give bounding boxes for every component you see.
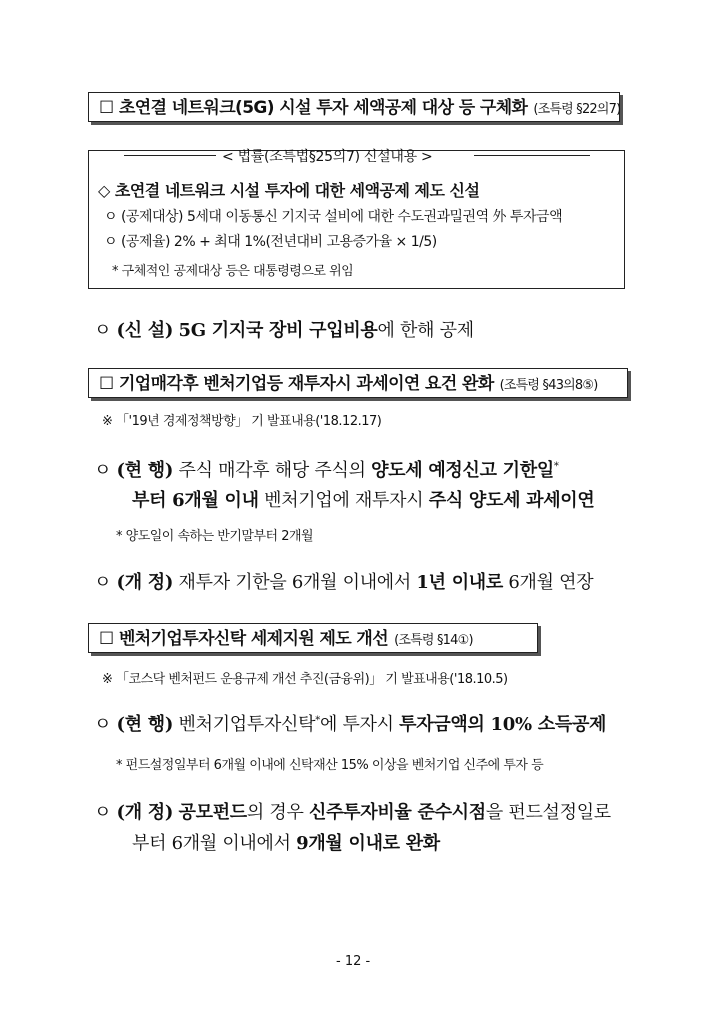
bullet-bold-text: 9개월 이내로 완화 [296, 833, 440, 854]
bullet-label: (신 설) [116, 320, 174, 341]
page-number: - 12 - [336, 954, 371, 969]
section2-footnote: * 양도일이 속하는 반기말부터 2개월 [116, 529, 314, 544]
bullet-bold-text: 주식 양도세 과세이연 [428, 490, 595, 511]
bullet-marker: ㅇ [94, 572, 112, 593]
section2-heading: ☐ 기업매각후 벤처기업등 재투자시 과세이연 요건 완화 [99, 374, 494, 394]
law-box-item-target: ㅇ (공제대상) 5세대 이동통신 기지국 설비에 대한 수도권과밀권역 外 투자금액 [104, 209, 563, 225]
footnote-mark: * [553, 461, 559, 472]
section3-footnote: * 펀드설정일부터 6개월 이내에 신탁재산 15% 이상을 벤처기업 신주에 투자 등 [116, 758, 544, 773]
bullet-label: (개 정) [116, 802, 174, 823]
bullet-bold-text: 5G 기지국 장비 구입비용 [178, 320, 378, 341]
bullet-bold-text: 부터 6개월 이내 [132, 490, 259, 511]
bullet-marker: ㅇ [94, 802, 112, 823]
law-box-title: < 법률(조특법§25의7) 신설내용 > [222, 149, 433, 165]
section2-bullet-revised [94, 568, 593, 594]
bullet-text: 재투자 기한을 6개월 이내에서 [178, 572, 411, 593]
section2-ref: (조특령 §43의8⑤) [499, 378, 598, 393]
section3-bullet-revised-line1 [94, 798, 611, 824]
section1-heading-box [88, 92, 620, 122]
law-box-diamond-item: ◇ 초연결 네트워크 시설 투자에 대한 세액공제 제도 신설 [98, 181, 480, 200]
bullet-label: (현 행) [116, 714, 174, 735]
bullet-marker: ㅇ [94, 714, 112, 735]
section2-ref-note: ※ 「'19년 경제정책방향」 기 발표내용('18.12.17) [102, 414, 382, 429]
section3-bullet-revised-line2 [132, 829, 440, 855]
law-title-rule-right [474, 155, 590, 156]
bullet-bold-text: 투자금액의 10% 소득공제 [399, 714, 607, 735]
bullet-label: (현 행) [116, 460, 174, 481]
section2-bullet-current-line1 [94, 456, 559, 482]
bullet-bold-text: 1년 이내로 [416, 572, 503, 593]
section3-ref-note: ※ 「코스닥 벤처펀드 운용규제 개선 추진(금융위)」 기 발표내용('18.10.5) [102, 672, 508, 687]
bullet-text: 의 경우 [246, 802, 304, 823]
section2-heading-box [88, 368, 628, 398]
section1-bullet-new [94, 316, 474, 342]
law-box-item-rate: ㅇ (공제율) 2% + 최대 1%(전년대비 고용증가율 × 1/5) [104, 234, 437, 250]
bullet-marker: ㅇ [94, 320, 112, 341]
bullet-bold-text: 신주투자비율 준수시점 [308, 802, 486, 823]
section1-ref: (조특령 §22의7) [533, 102, 621, 117]
section1-heading: ☐ 초연결 네트워크(5G) 시설 투자 세액공제 대상 등 구체화 [99, 98, 528, 118]
bullet-label: (개 정) [116, 572, 174, 593]
bullet-text: 벤처기업에 재투자시 [264, 490, 424, 511]
section3-heading-box [88, 623, 538, 653]
bullet-text: 6개월 연장 [508, 572, 594, 593]
bullet-bold-text: 양도세 예정신고 기한일 [371, 460, 554, 481]
section3-heading: ☐ 벤처기업투자신탁 세제지원 제도 개선 [99, 629, 389, 649]
bullet-text: 부터 6개월 이내에서 [132, 833, 291, 854]
law-title-rule-left [124, 155, 216, 156]
bullet-rest: 에 한해 공제 [377, 320, 474, 341]
bullet-text: 에 투자시 [319, 714, 394, 735]
bullet-text: 을 펀드설정일로 [485, 802, 611, 823]
bullet-bold-text: 공모펀드 [178, 802, 247, 823]
section3-bullet-current [94, 710, 606, 736]
bullet-text: 주식 매각후 해당 주식의 [178, 460, 366, 481]
bullet-marker: ㅇ [94, 460, 112, 481]
bullet-text: 벤처기업투자신탁 [178, 714, 316, 735]
section3-ref: (조특령 §14①) [394, 633, 473, 648]
footnote-mark: * [315, 715, 320, 726]
section2-bullet-current-line2 [132, 486, 594, 512]
law-box-note: * 구체적인 공제대상 등은 대통령령으로 위임 [112, 264, 354, 279]
